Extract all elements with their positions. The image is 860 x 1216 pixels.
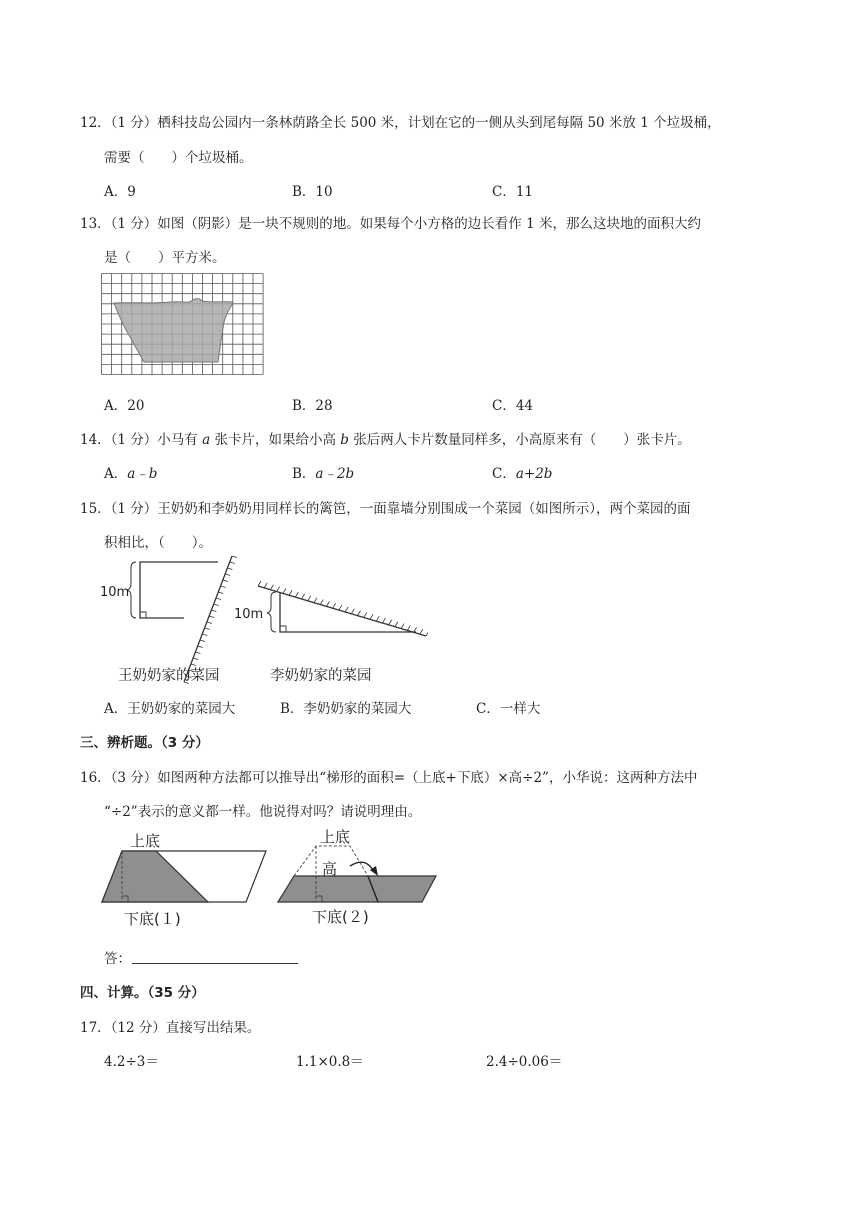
q14-option-c-expr: a+2b xyxy=(515,466,553,482)
method-2-bottom-label: 下底(２) xyxy=(312,908,369,926)
shaded-parallelogram-2 xyxy=(278,876,436,902)
wang-garden xyxy=(127,556,237,684)
method-2-height-label: 高 xyxy=(322,860,338,878)
q14-stem xyxy=(80,428,691,448)
q16-line2: “÷2”表示的意义都一样。他说得对吗？请说明理由。 xyxy=(104,804,422,820)
q13-line2: 是（ ）平方米。 xyxy=(104,250,226,266)
section-3-heading: 三、辨析题。（3 分） xyxy=(80,735,209,751)
q15-option-c[interactable]: C．一样大 xyxy=(476,701,541,717)
q13-line1: 13．（1 分）如图（阴影）是一块不规则的地。如果每个小方格的边长看作 1 米，那么这块地的面积大约 xyxy=(80,216,701,232)
wang-dimension: 10m xyxy=(100,585,130,600)
q14-prefix: 14．（1 分）小马有 xyxy=(80,432,203,448)
q16-answer-blank[interactable] xyxy=(132,963,298,964)
method-2-top-label: 上底 xyxy=(320,828,351,846)
q14-option-c[interactable] xyxy=(492,462,552,482)
q14-option-b-label: B． xyxy=(292,466,316,482)
q14-option-a-label: A． xyxy=(104,466,128,482)
q17-item-1: 4.2÷3＝ xyxy=(104,1054,159,1070)
li-garden xyxy=(258,581,428,636)
q14-mid1: 张卡片，如果给小高 xyxy=(210,432,341,448)
q14-option-a-expr: a﹣b xyxy=(127,466,158,482)
q14-option-a[interactable] xyxy=(104,462,157,482)
right-angle-mark-right xyxy=(280,626,286,632)
q16-answer-label: 答： xyxy=(104,951,131,967)
garden-comparison-figure xyxy=(98,556,428,690)
q17-line1: 17．（12 分）直接写出结果。 xyxy=(80,1020,261,1036)
q15-option-a[interactable]: A．王奶奶家的菜园大 xyxy=(104,701,236,717)
wang-wall xyxy=(184,556,232,682)
method-1-parallelogram xyxy=(102,851,266,902)
q13-option-a[interactable]: A．20 xyxy=(104,398,145,414)
q12-line1: 12．（1 分）栖科技岛公园内一条林荫路全长 500 米，计划在它的一侧从头到尾每隔 50 米放 1 个垃圾桶， xyxy=(80,115,721,131)
q13-option-b[interactable]: B．28 xyxy=(292,398,333,414)
q15-option-b[interactable]: B．李奶奶家的菜园大 xyxy=(280,701,412,717)
q16-line1: 16．（3 分）如图两种方法都可以推导出“梯形的面积=（上底+下底）×高÷2”，小华说：这两种方法中 xyxy=(80,770,698,786)
irregular-land-grid-figure xyxy=(100,272,264,380)
section-4-heading: 四、计算。（35 分） xyxy=(80,985,205,1001)
method-1-bottom-label: 下底(１) xyxy=(124,910,181,928)
trapezoid-methods-figure xyxy=(98,826,443,932)
method-2-cut-rearrange xyxy=(278,846,436,902)
q14-var-b: b xyxy=(340,432,349,448)
q14-option-c-label: C． xyxy=(492,466,516,482)
method-1-top-label: 上底 xyxy=(130,832,161,850)
li-caption: 李奶奶家的菜园 xyxy=(270,668,372,684)
right-angle-mark-left xyxy=(140,612,146,618)
wang-caption: 王奶奶家的菜园 xyxy=(118,668,220,684)
q17-item-3: 2.4÷0.06＝ xyxy=(486,1054,563,1070)
q12-line2: 需要（ ）个垃圾桶。 xyxy=(104,150,253,166)
q14-mid2: 张后两人卡片数量同样多，小高原来有（ ）张卡片。 xyxy=(348,432,691,448)
q14-option-b[interactable] xyxy=(292,462,354,482)
right-brace xyxy=(267,592,276,632)
q12-option-a[interactable]: A．9 xyxy=(104,184,136,200)
q17-item-2: 1.1×0.8＝ xyxy=(296,1054,364,1070)
q12-option-b[interactable]: B．10 xyxy=(292,184,333,200)
q14-var-a: a xyxy=(202,432,211,448)
q14-option-b-expr: a﹣2b xyxy=(315,466,355,482)
wang-fence xyxy=(140,562,218,618)
li-dimension: 10m xyxy=(234,607,264,622)
q13-option-c[interactable]: C．44 xyxy=(492,398,534,414)
q15-line2: 积相比，（ ）。 xyxy=(104,535,212,551)
q12-option-c[interactable]: C．11 xyxy=(492,184,534,200)
q15-line1: 15．（1 分）王奶奶和李奶奶用同样长的篱笆，一面靠墙分别围成一个菜园（如图所示），两个菜园的面 xyxy=(80,501,691,517)
